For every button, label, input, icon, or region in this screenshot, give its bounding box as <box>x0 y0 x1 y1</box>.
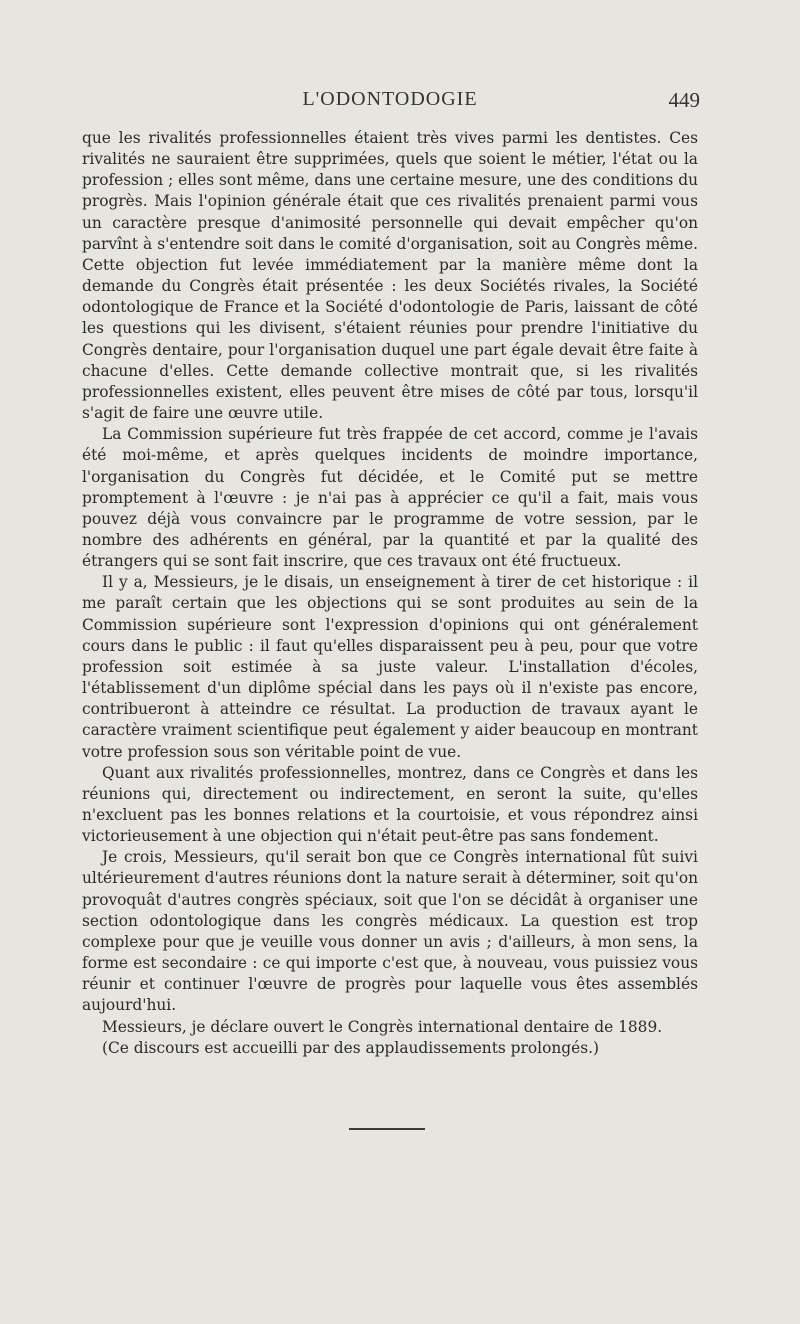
page-header <box>80 88 700 114</box>
body-text <box>82 128 698 1059</box>
running-title: L'ODONTODOGIE <box>302 88 478 110</box>
paragraph: que les rivalités professionnelles étaient très vives parmi les dentistes. Ces rivalités ne sauraient être supprimées, quels que soient le métier, l'état ou la profession ; elles sont même, dans une certaine mesure, une des conditions du progrès. Mais l'opinion générale était que ces rivalités prenaient parmi vous un caractère presque d'animosité personnelle qui devait empêcher qu'on parvînt à s'entendre soit dans le comité d'organisation, soit au Congrès même. Cette objection fut levée immédiatement par la manière même dont la demande du Congrès était présentée : les deux Sociétés rivales, la Société odontologique de France et la Société d'odontologie de Paris, laissant de côté les questions qui les divisent, s'étaient réunies pour prendre l'initiative du Congrès dentaire, pour l'organisation duquel une part égale devait être faite à chacune d'elles. Cette demande collective montrait que, si les rivalités professionnelles existent, elles peuvent être mises de côté par tous, lorsqu'il s'agit de faire une œuvre utile. <box>82 129 698 423</box>
page-number: 449 <box>668 88 700 112</box>
paragraph: Messieurs, je déclare ouvert le Congrès international dentaire de 1889. <box>102 1017 663 1036</box>
paragraph: La Commission supérieure fut très frappée de cet accord, comme je l'avais été moi-même, et après quelques incidents de moindre importance, l'organisation du Congrès fut décidée, et le Comité put se mettre promptement à l'œuvre : je n'ai pas à apprécier ce qu'il a fait, mais vous pouvez déjà vous convaincre par le programme de votre session, par le nombre des adhérents en général, par la quantité et par la qualité des étrangers qui se sont fait inscrire, que ces travaux ont été fructueux. <box>82 425 698 571</box>
paragraph: Je crois, Messieurs, qu'il serait bon que ce Congrès international fût suivi ultérieurement d'autres réunions dont la nature serait à déterminer, soit qu'on provoquât d'autres congrès spéciaux, soit que l'on se décidât à organiser une section odontologique dans les congrès médicaux. La question est trop complexe pour que je veuille vous donner un avis ; d'ailleurs, à mon sens, la forme est secondaire : ce qui importe c'est que, à nouveau, vous puissiez vous réunir et continuer l'œuvre de progrès pour laquelle vous êtes assemblés aujourd'hui. <box>82 848 698 1015</box>
paragraph: Il y a, Messieurs, je le disais, un enseignement à tirer de cet historique : il me paraît certain que les objections qui se sont produites au sein de la Commission supérieure sont l'expression d'opinions qui ont généralement cours dans le public : il faut qu'elles disparaissent peu à peu, pour que votre profession soit estimée à sa juste valeur. L'installation d'écoles, l'établissement d'un diplôme spécial dans les pays où il n'existe pas encore, contribueront à atteindre ce résultat. La production de travaux ayant le caractère vraiment scientifique peut également y aider beaucoup en montrant votre profession sous son véritable point de vue. <box>82 573 698 761</box>
section-divider <box>349 1128 425 1130</box>
paragraph: (Ce discours est accueilli par des applaudissements prolongés.) <box>102 1038 600 1057</box>
paragraph: Quant aux rivalités professionnelles, montrez, dans ce Congrès et dans les réunions qui, directement ou indirectement, en seront la suite, qu'elles n'excluent pas les bonnes relations et la courtoisie, et vous répondrez ainsi victorieusement à une objection qui n'était peut-être pas sans fondement. <box>82 763 698 846</box>
